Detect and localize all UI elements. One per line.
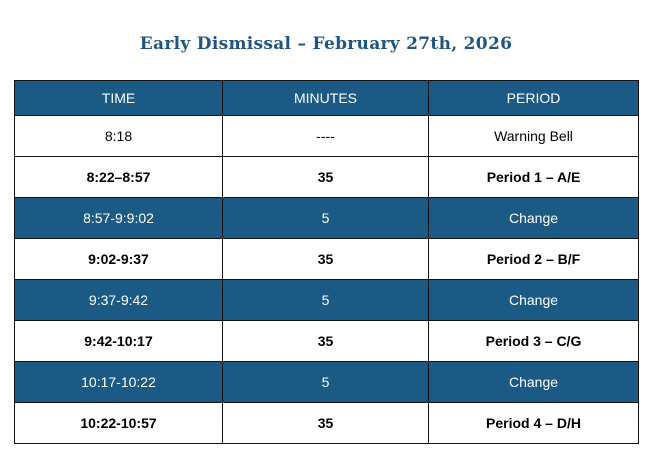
cell-time: 9:37-9:42 bbox=[15, 280, 223, 321]
cell-period: Change bbox=[429, 198, 639, 239]
header-minutes: MINUTES bbox=[223, 81, 429, 116]
cell-time: 9:02-9:37 bbox=[15, 239, 223, 280]
cell-period: Period 2 – B/F bbox=[429, 239, 639, 280]
cell-minutes: 35 bbox=[223, 321, 429, 362]
cell-period: Change bbox=[429, 362, 639, 403]
cell-time: 9:42-10:17 bbox=[15, 321, 223, 362]
cell-period: Period 3 – C/G bbox=[429, 321, 639, 362]
cell-period: Period 4 – D/H bbox=[429, 403, 639, 444]
cell-minutes: 35 bbox=[223, 403, 429, 444]
table-row bbox=[15, 403, 639, 444]
cell-time: 8:57-9:9:02 bbox=[15, 198, 223, 239]
cell-time: 8:18 bbox=[15, 116, 223, 157]
table-row bbox=[15, 116, 639, 157]
cell-time: 10:17-10:22 bbox=[15, 362, 223, 403]
table-row bbox=[15, 198, 639, 239]
cell-period: Warning Bell bbox=[429, 116, 639, 157]
cell-time: 8:22–8:57 bbox=[15, 157, 223, 198]
cell-minutes: 35 bbox=[223, 157, 429, 198]
schedule-table bbox=[14, 80, 639, 444]
table-row bbox=[15, 321, 639, 362]
table-row bbox=[15, 157, 639, 198]
header-period: PERIOD bbox=[429, 81, 639, 116]
cell-period: Period 1 – A/E bbox=[429, 157, 639, 198]
cell-period: Change bbox=[429, 280, 639, 321]
table-row bbox=[15, 280, 639, 321]
cell-minutes: 5 bbox=[223, 280, 429, 321]
cell-minutes: 5 bbox=[223, 198, 429, 239]
table-row bbox=[15, 362, 639, 403]
table-row bbox=[15, 239, 639, 280]
cell-minutes: 35 bbox=[223, 239, 429, 280]
cell-minutes: 5 bbox=[223, 362, 429, 403]
table-header-row bbox=[15, 81, 639, 116]
header-time: TIME bbox=[15, 81, 223, 116]
cell-minutes: ---- bbox=[223, 116, 429, 157]
cell-time: 10:22-10:57 bbox=[15, 403, 223, 444]
page-title: Early Dismissal – February 27th, 2026 bbox=[139, 34, 513, 54]
